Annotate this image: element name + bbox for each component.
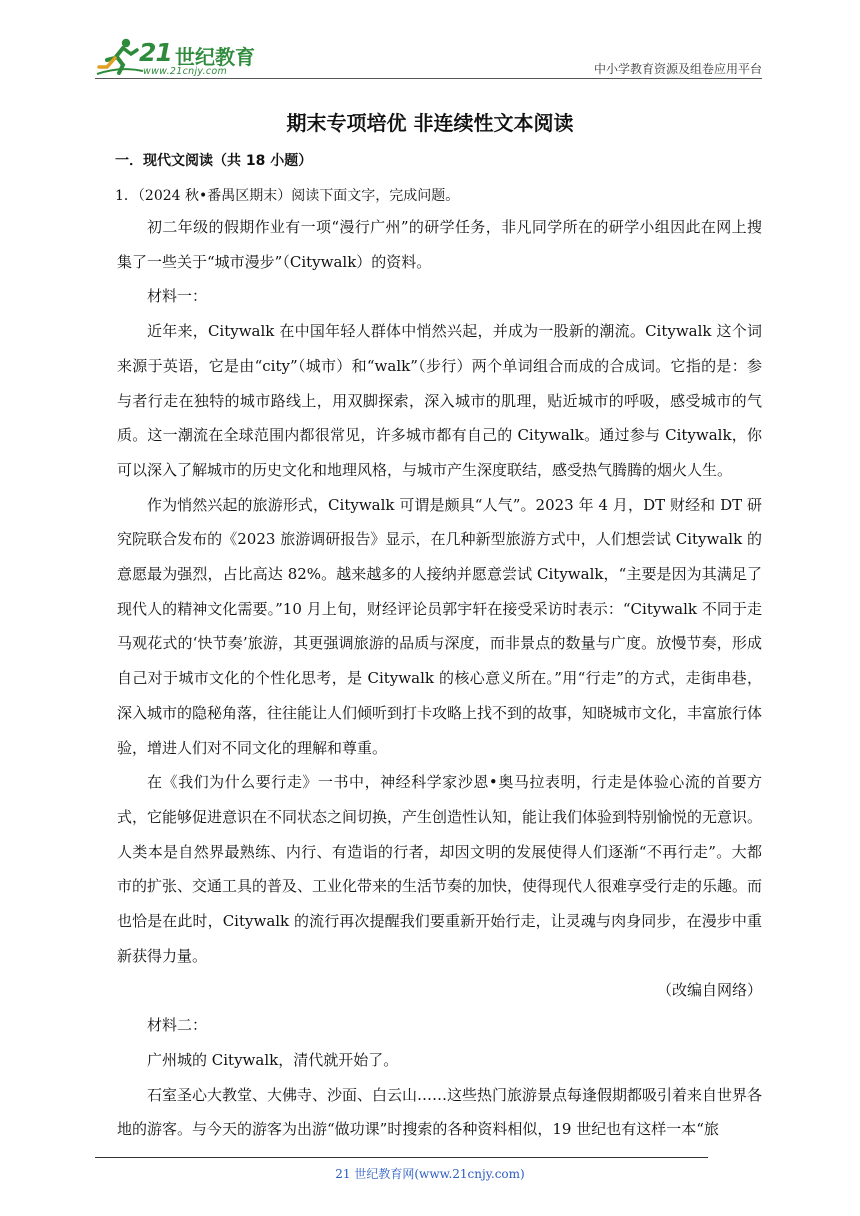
- paragraph: 石室圣心大教堂、大佛寺、沙面、白云山……这些热门旅游景点每逢假期都吸引着来自世界各地的游客。与今天的游客为出游“做功课”时搜索的各种资料相似，19 世纪也有这样一本“旅: [117, 1085, 763, 1139]
- reading-passage: [117, 210, 762, 1147]
- material-two-label: 材料二：: [147, 1016, 208, 1035]
- header-divider: [95, 78, 762, 79]
- footer-divider: [95, 1157, 708, 1158]
- material-one-label: 材料一：: [147, 287, 208, 306]
- paragraph: 在《我们为什么要行走》一书中，神经科学家沙恩•奥马拉表明，行走是体验心流的首要方式，它能够促进意识在不同状态之间切换，产生创造性认知，能让我们体验到特别愉悦的无意识。人类本是自然界最熟练、内行、有造诣的行者，却因文明的发展使得人们逐渐“不再行走”。大都市的扩张、交通工具的普及、工业化带来的生活节奏的加快，使得现代人很难享受行走的乐趣。而也恰是在此时，Citywalk 的流行再次提醒我们要重新开始行走，让灵魂与肉身同步，在漫步中重新获得力量。: [117, 773, 763, 965]
- question-stem: 1．（2024 秋•番禺区期末）阅读下面文字，完成问题。: [115, 188, 460, 204]
- logo-url: www.21cnjy.com: [143, 66, 228, 77]
- source-note: （改编自网络）: [656, 981, 762, 1000]
- section-heading: 一．现代文阅读（共 18 小题）: [115, 153, 313, 169]
- paragraph: 近年来，Citywalk 在中国年轻人群体中悄然兴起，并成为一股新的潮流。Citywalk 这个词来源于英语，它是由“city”（城市）和“walk”（步行）两个单词组合而成的合成词。它指的是：参与者行走在独特的城市路线上，用双脚探索，深入城市的肌理，贴近城市的呼吸，感受城市的气质。这一潮流在全球范围内都很常见，许多城市都有自己的 Citywalk。通过参与 Citywalk，你可以深入了解城市的历史文化和地理风格，与城市产生深度联结，感受热气腾腾的烟火人生。: [117, 322, 763, 479]
- paragraph-intro: 初二年级的假期作业有一项“漫行广州”的研学任务，非凡同学所在的研学小组因此在网上搜集了一些关于“城市漫步”（Citywalk）的资料。: [117, 218, 762, 271]
- page-header: [95, 36, 762, 80]
- site-logo[interactable]: [95, 36, 265, 80]
- logo-text: 世纪教育: [175, 45, 255, 69]
- paragraph: 广州城的 Citywalk，清代就开始了。: [147, 1050, 399, 1069]
- platform-name: 中小学教育资源及组卷应用平台: [593, 62, 762, 76]
- runner-logo-icon: [95, 36, 145, 76]
- document-title: 期末专项培优 非连续性文本阅读: [286, 111, 574, 135]
- paragraph: 作为悄然兴起的旅游形式，Citywalk 可谓是颇具“人气”。2023 年 4 月，DT 财经和 DT 研究院联合发布的《2023 旅游调研报告》显示，在几种新型旅游方式中，人们想尝试 Citywalk 的意愿最为强烈，占比高达 82%。越来越多的人接纳并愿意尝试 Citywalk，“主要是因为其满足了现代人的精神文化需要。”10 月上旬，财经评论员郭宇轩在接受采访时表示：“Citywalk 不同于走马观花式的‘快节奏’旅游，其更强调旅游的品质与深度，而非景点的数量与广度。放慢节奏，形成自己对于城市文化的个性化思考，是 Citywalk 的核心意义所在。”用“行走”的方式，走街串巷，深入城市的隐秘角落，往往能让人们倾听到打卡攻略上找不到的故事，知晓城市文化，丰富旅行体验，增进人们对不同文化的理解和尊重。: [117, 495, 763, 757]
- footer-link[interactable]: 21 世纪教育网(www.21cnjy.com): [335, 1167, 525, 1181]
- logo-number: 21: [139, 38, 172, 67]
